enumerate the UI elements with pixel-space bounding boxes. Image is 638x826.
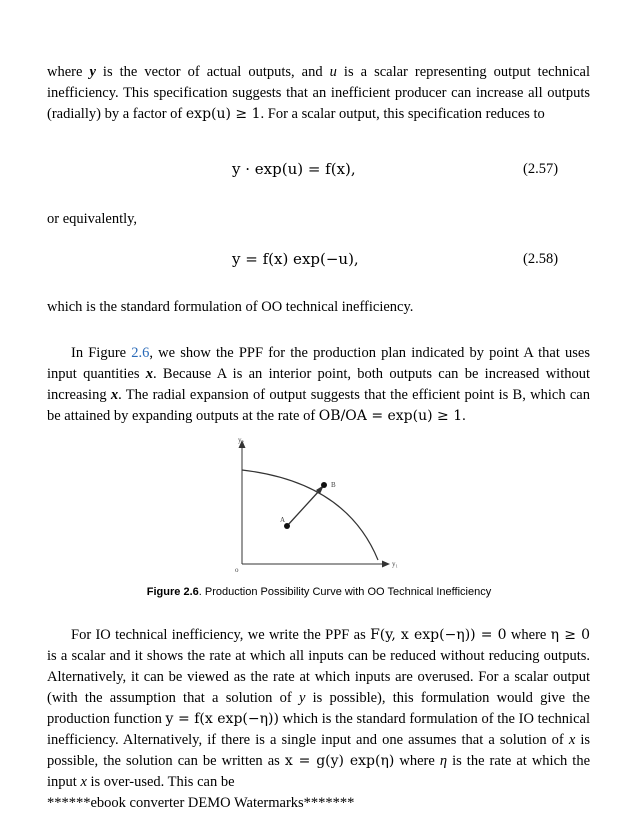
var-eta: η — [439, 753, 448, 769]
equation-2-58: y = f(x) exp(−u), — [232, 250, 359, 268]
y-axis-label: y₂ — [238, 436, 244, 444]
caption-text: . Production Possibility Curve with OO Technical Inefficiency — [198, 586, 492, 598]
text: where — [47, 64, 90, 80]
paragraph-oo-definition — [47, 62, 590, 125]
expansion-ray — [287, 491, 319, 526]
var-x: x — [110, 387, 119, 403]
inline-math: x = g(y) exp(η) — [284, 753, 395, 769]
text: . Because A is an interior point, both outputs can be increased without increasing — [47, 366, 591, 403]
figure-caption — [0, 586, 638, 598]
watermark: ******ebook converter DEMO Watermarks******* — [47, 795, 355, 811]
ppf-curve — [242, 470, 378, 560]
point-b — [321, 482, 327, 488]
inline-math: F(y, x exp(−η)) = 0 — [370, 627, 507, 643]
text: For IO technical inefficiency, we write the PPF as — [71, 627, 371, 643]
var-u: u — [329, 64, 337, 80]
point-b-label: B — [331, 481, 336, 489]
var-x: x — [568, 732, 576, 748]
text: is over-used. This can be — [86, 774, 235, 790]
ppf-figure — [228, 432, 398, 572]
text: is a scalar and it shows the rate at which all inputs can be reduced without reducing outputs. Alternatively, it can be viewed as the rate at which inputs are overused. For a scalar output (with the assumption that a solution of — [47, 648, 590, 706]
inline-math: exp(u) ≥ 1 — [185, 106, 261, 122]
or-equivalently-text: or equivalently, — [47, 211, 138, 227]
text: is possible), this formulation would give the production function — [47, 690, 590, 727]
x-axis-arrow-icon — [382, 561, 390, 568]
figure-link[interactable]: 2.6 — [131, 345, 150, 361]
inline-math: y = f(x exp(−η)) — [165, 711, 279, 727]
var-y: y — [89, 64, 96, 80]
var-y: y — [298, 690, 306, 706]
equation-number-2-57: (2.57) — [523, 161, 559, 177]
text: . The radial expansion of output suggests that the efficient point is B, which can be attained by expanding outputs at the rate of — [47, 387, 590, 424]
inline-math: OB/OA = exp(u) ≥ 1 — [318, 408, 463, 424]
text: . For a scalar output, this specification reduces to — [260, 106, 545, 122]
point-a-label: A — [280, 516, 286, 524]
x-axis-label: y₁ — [392, 560, 398, 568]
paragraph-io-inefficiency — [47, 625, 590, 814]
var-x: x — [145, 366, 154, 382]
origin-label: o — [235, 566, 239, 572]
text: is the rate at which the input — [47, 753, 591, 790]
var-x: x — [80, 774, 87, 790]
equation-2-57: y · exp(u) = f(x), — [232, 160, 356, 178]
inline-math: η ≥ 0 — [550, 627, 591, 643]
text: In Figure — [71, 345, 132, 361]
equation-number-2-58: (2.58) — [523, 251, 559, 267]
paragraph-figure-description — [47, 343, 590, 427]
text: which is the standard formulation of the IO technical inefficiency. Alternatively, if there is a single input and one assumes that a solution of — [47, 711, 590, 748]
text: where — [506, 627, 551, 643]
paragraph-standard-formulation: which is the standard formulation of OO technical inefficiency. — [47, 299, 414, 315]
text: . — [462, 408, 466, 424]
text: , we show the PPF for the production plan indicated by point A that uses input quantities — [47, 345, 591, 382]
text: where — [394, 753, 440, 769]
caption-label: Figure 2.6 — [146, 586, 199, 598]
text: is a scalar representing output technical inefficiency. This specification suggests that an inefficient producer can increase all outputs (radially) by a factor of — [47, 64, 591, 122]
text: is the vector of actual outputs, and — [95, 64, 330, 80]
text: is possible, the solution can be written as — [47, 732, 591, 769]
